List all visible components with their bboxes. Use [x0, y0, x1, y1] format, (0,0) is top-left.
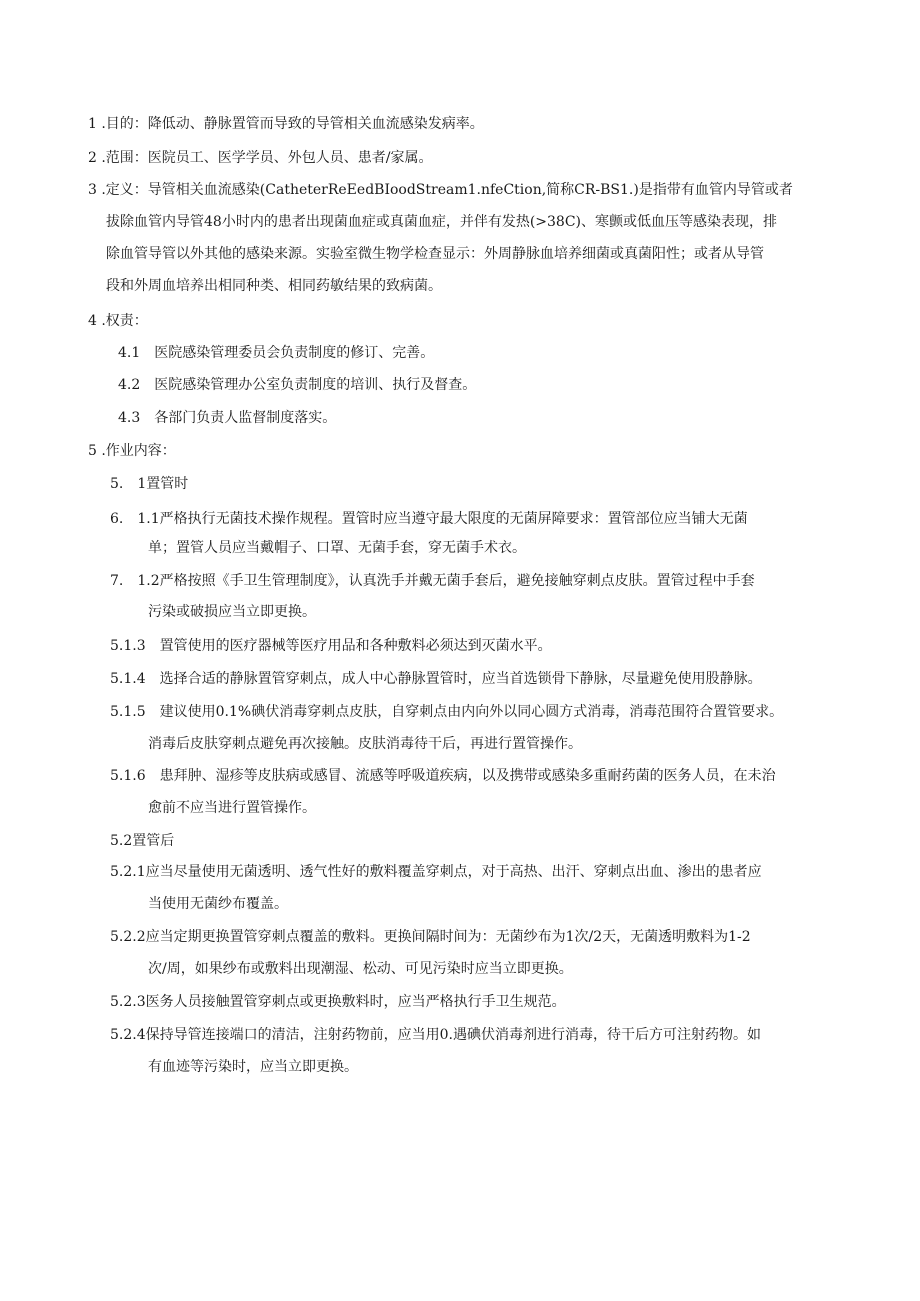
item-5-1-6-line-1: 5.1.6 患拜肿、湿疹等皮肤病或感冒、流感等呼吸道疾病，以及携带或感染多重耐药菌的医务人员，在未治 [110, 768, 776, 784]
item-5-1-1-line-1: 6. 1.1严格执行无菌技术操作规程。置管时应当遵守最大限度的无菌屏障要求：置管部位应当铺大无菌 [110, 511, 748, 527]
item-5-1-5-line-2: 消毒后皮肤穿刺点避免再次接触。皮肤消毒待干后，再进行置管操作。 [148, 736, 582, 752]
item-5-2-3: 5.2.3医务人员接触置管穿刺点或更换敷料时，应当严格执行手卫生规范。 [110, 994, 566, 1010]
item-4-3: 4.3 各部门负责人监督制度落实。 [118, 410, 337, 426]
section-3-definition-line-4: 段和外周血培养出相同种类、相同药敏结果的致病菌。 [106, 278, 442, 294]
item-5-1-2-line-2: 污染或破损应当立即更换。 [148, 604, 316, 620]
item-4-2: 4.2 医院感染管理办公室负责制度的培训、执行及督查。 [118, 377, 477, 393]
section-4-responsibility: 4 .权责： [88, 313, 148, 329]
section-3-definition-line-1: 3 .定义：导管相关血流感染(CatheterReEedBIoodStream1.nfeCtion,简称CR-BS1.)是指带有血管内导管或者 [88, 182, 793, 198]
item-5-1-4: 5.1.4 选择合适的静脉置管穿刺点，成人中心静脉置管时，应当首选锁骨下静脉，尽量避免使用股静脉。 [110, 671, 762, 687]
item-5-1-6-line-2: 愈前不应当进行置管操作。 [148, 800, 316, 816]
item-5-1-5-line-1: 5.1.5 建议使用0.1%碘伏消毒穿刺点皮肤，自穿刺点由内向外以同心圆方式消毒，消毒范围符合置管要求。 [110, 704, 784, 720]
item-4-1: 4.1 医院感染管理委员会负责制度的修订、完善。 [118, 345, 435, 361]
subsection-5-1: 5. 1置管时 [110, 476, 189, 492]
item-5-2-4-line-1: 5.2.4保持导管连接端口的清洁，注射药物前，应当用0.遇碘伏消毒剂进行消毒，待干后方可注射药物。如 [110, 1027, 761, 1043]
section-3-definition-line-2: 拔除血管内导管48小时内的患者出现菌血症或真菌血症，并伴有发热(>38C)、寒颤或低血压等感染表现，排 [106, 214, 777, 230]
item-5-2-4-line-2: 有血迹等污染时，应当立即更换。 [148, 1059, 358, 1075]
item-5-2-1-line-2: 当使用无菌纱布覆盖。 [148, 896, 288, 912]
section-2-scope: 2 .范围：医院员工、医学学员、外包人员、患者/家属。 [88, 150, 433, 166]
section-5-content: 5 .作业内容： [88, 443, 176, 459]
item-5-2-2-line-1: 5.2.2应当定期更换置管穿刺点覆盖的敷料。更换间隔时间为：无菌纱布为1次/2天，无菌透明敷料为1-2 [110, 929, 751, 945]
item-5-2-1-line-1: 5.2.1应当尽量使用无菌透明、透气性好的敷料覆盖穿刺点，对于高热、出汗、穿刺点出血、渗出的患者应 [110, 864, 762, 880]
item-5-2-2-line-2: 次/周，如果纱布或敷料出现潮湿、松动、可见污染时应当立即更换。 [148, 961, 573, 977]
section-3-definition-line-3: 除血管导管以外其他的感染来源。实验室微生物学检查显示：外周静脉血培养细菌或真菌阳性；或者从导管 [106, 246, 764, 262]
item-5-1-2-line-1: 7. 1.2严格按照《手卫生管理制度》，认真洗手并戴无菌手套后，避免接触穿刺点皮肤。置管过程中手套 [110, 573, 755, 589]
item-5-1-1-line-2: 单；置管人员应当戴帽子、口罩、无菌手套，穿无菌手术衣。 [148, 540, 526, 556]
item-5-1-3: 5.1.3 置管使用的医疗器械等医疗用品和各种敷料必须达到灭菌水平。 [110, 638, 552, 654]
section-1-purpose: 1 .目的：降低动、静脉置管而导致的导管相关血流感染发病率。 [88, 116, 484, 132]
subsection-5-2: 5.2置管后 [110, 833, 175, 849]
